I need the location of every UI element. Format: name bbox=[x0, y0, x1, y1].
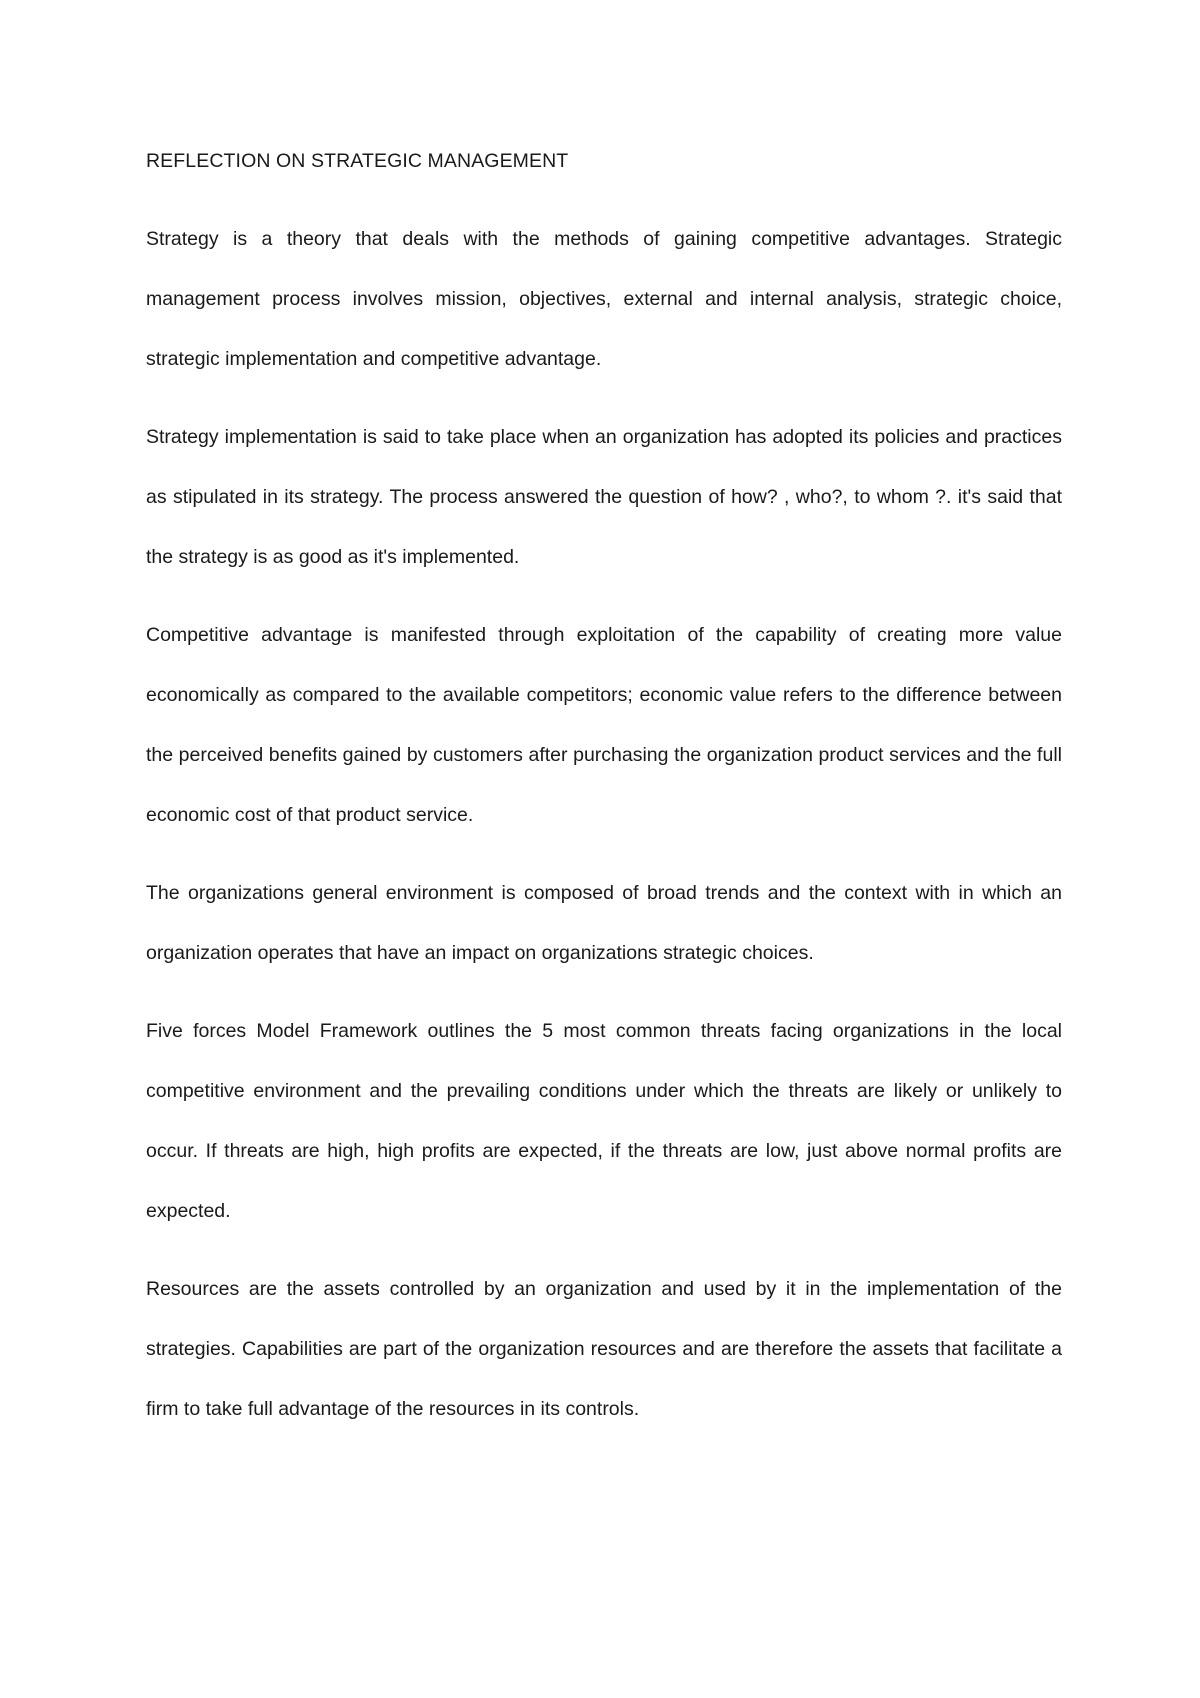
paragraph-strategy-definition: Strategy is a theory that deals with the methods of gaining competitive advantages. Strategic management process involves mission, objectives, external and internal analysis, strategic choice, strategic implementation and competitive advantage. bbox=[146, 228, 1062, 370]
paragraph-spacer bbox=[146, 1241, 1062, 1259]
paragraph-spacer bbox=[146, 587, 1062, 605]
paragraph-strategy-implementation: Strategy implementation is said to take place when an organization has adopted its policies and practices as stipulated in its strategy. The process answered the question of how? , who?, to whom ?. it's said that the strategy is as good as it's implemented. bbox=[146, 426, 1062, 568]
document-body bbox=[146, 146, 1062, 1439]
paragraph-spacer bbox=[146, 983, 1062, 1001]
paragraph-competitive-advantage: Competitive advantage is manifested through exploitation of the capability of creating more value economically as compared to the available competitors; economic value refers to the difference between the perceived benefits gained by customers after purchasing the organization product services and the full economic cost of that product service. bbox=[146, 624, 1062, 826]
paragraph-general-environment: The organizations general environment is composed of broad trends and the context with in which an organization operates that have an impact on organizations strategic choices. bbox=[146, 882, 1062, 964]
paragraph-resources-capabilities: Resources are the assets controlled by an organization and used by it in the implementation of the strategies. Capabilities are part of the organization resources and are therefore the assets that facilitate a firm to take full advantage of the resources in its controls. bbox=[146, 1278, 1062, 1420]
paragraph-spacer bbox=[146, 389, 1062, 407]
paragraph-five-forces: Five forces Model Framework outlines the 5 most common threats facing organizations in the local competitive environment and the prevailing conditions under which the threats are likely or unlikely to occur. If threats are high, high profits are expected, if the threats are low, just above normal profits are expected. bbox=[146, 1020, 1062, 1222]
document-title: REFLECTION ON STRATEGIC MANAGEMENT bbox=[146, 150, 569, 172]
paragraph-spacer bbox=[146, 845, 1062, 863]
title-spacer bbox=[146, 176, 1062, 209]
